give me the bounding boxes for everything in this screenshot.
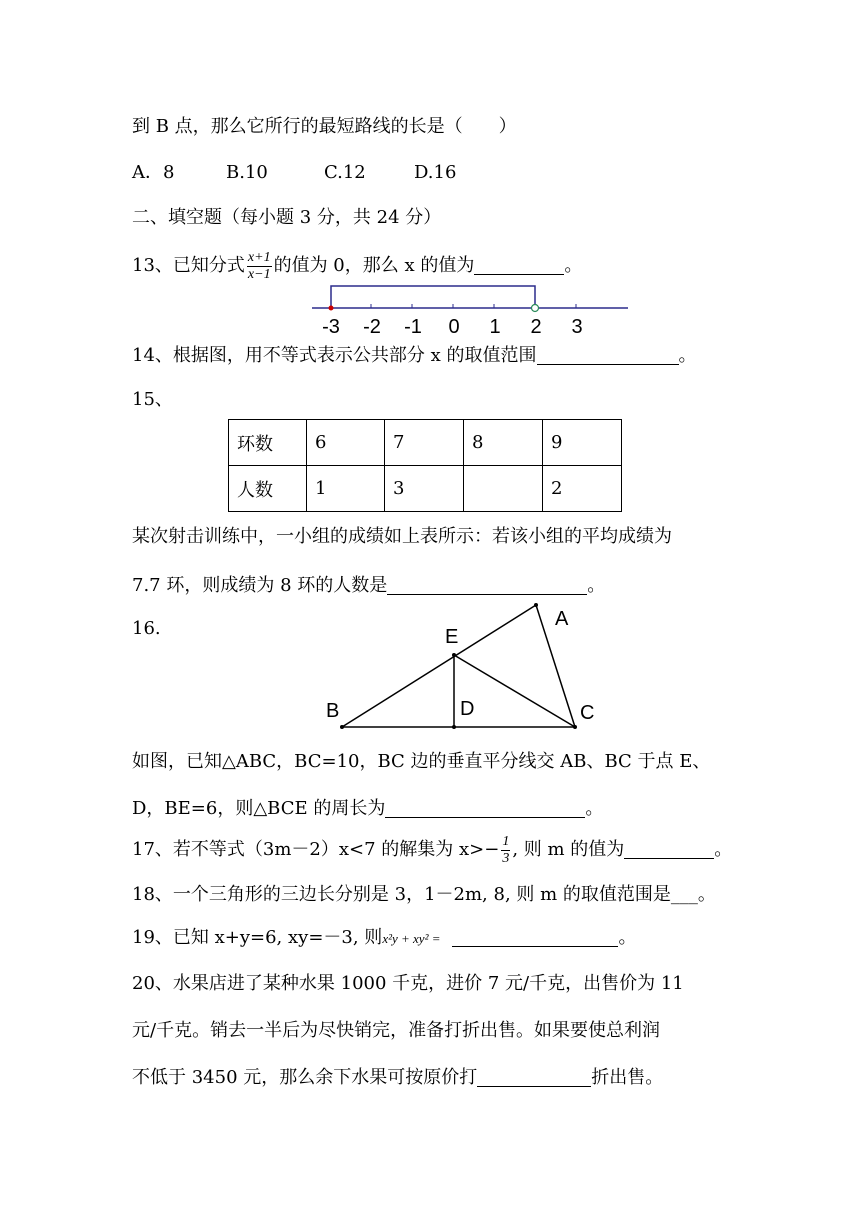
- q17-answer-blank[interactable]: [624, 838, 714, 859]
- q15-end: 。: [587, 575, 606, 596]
- option-b: B.10: [226, 162, 268, 183]
- point-label-d: D: [460, 698, 475, 720]
- point-label-b: B: [326, 700, 340, 722]
- tick-label: 3: [571, 316, 583, 338]
- table-cell: 环数: [229, 420, 307, 466]
- q16-label: 16.: [132, 618, 161, 639]
- table-cell: [464, 466, 543, 512]
- table-cell: 3: [385, 466, 464, 512]
- solid-point-neg3: [329, 306, 334, 311]
- q19-end: 。: [618, 927, 637, 948]
- table-cell: 2: [543, 466, 622, 512]
- triangle-figure: [320, 596, 610, 736]
- tick-label: -2: [363, 316, 381, 338]
- q20-line2: 元/千克。销去一半后为尽快销完，准备打折出售。如果要使总利润: [132, 1020, 661, 1041]
- table-row: [229, 466, 622, 512]
- table-cell: 1: [307, 466, 385, 512]
- q16-text: D，BE=6，则△BCE 的周长为: [132, 798, 386, 819]
- open-point-2: [532, 305, 539, 312]
- number-line-figure: [310, 280, 640, 340]
- section-heading: 二、填空题（每小题 3 分，共 24 分）: [132, 207, 442, 228]
- q15-line2: [132, 574, 605, 598]
- q14-text: 14、根据图，用不等式表示公共部分 x 的取值范围: [132, 345, 537, 366]
- q16-line1: 如图，已知△ABC，BC=10，BC 边的垂直平分线交 AB、BC 于点 E、: [132, 751, 711, 772]
- table-cell: 7: [385, 420, 464, 466]
- q14-end: 。: [678, 345, 697, 366]
- q17: [132, 830, 732, 870]
- table-row: [229, 420, 622, 466]
- q15-answer-blank[interactable]: [387, 574, 587, 595]
- q20-line3: [132, 1066, 663, 1090]
- table-cell: 9: [543, 420, 622, 466]
- table-cell: 6: [307, 420, 385, 466]
- q18: 18、一个三角形的三边长分别是 3，1－2m, 8, 则 m 的取值范围是___。: [132, 884, 716, 905]
- q14-answer-blank[interactable]: [537, 344, 679, 365]
- tick-label: 0: [448, 316, 460, 338]
- q20-suffix: 折出售。: [591, 1067, 664, 1088]
- segment-ba: [342, 605, 536, 727]
- q17-prefix: 17、若不等式（3m－2）x<7 的解集为 x>−: [132, 839, 500, 860]
- q13-end: 。: [564, 255, 583, 276]
- q15-label: 15、: [132, 389, 173, 410]
- q17-end: 。: [714, 839, 733, 860]
- tick-label: -1: [404, 316, 422, 338]
- q19-answer-blank[interactable]: [452, 926, 618, 947]
- q19-prefix: 19、已知 x+y=6, xy=－3, 则: [132, 927, 383, 948]
- q13-fraction-numerator: x+1: [247, 249, 271, 265]
- q16-answer-blank[interactable]: [385, 797, 585, 818]
- q20-text: 不低于 3450 元，那么余下水果可按原价打: [132, 1067, 478, 1088]
- q17-fraction-denominator: 3: [502, 850, 510, 866]
- q13-suffix: 的值为 0，那么 x 的值为: [273, 255, 475, 276]
- q13-answer-blank[interactable]: [474, 254, 564, 275]
- option-a: A．8: [132, 162, 175, 183]
- tick-label: 1: [489, 316, 501, 338]
- q20-line1: 20、水果店进了某种水果 1000 千克，进价 7 元/千克，出售价为 11: [132, 973, 684, 994]
- tick-label: -3: [322, 316, 340, 338]
- q16-line2: [132, 797, 603, 821]
- score-table: [228, 419, 622, 512]
- point-label-a: A: [555, 608, 569, 630]
- q19: [132, 926, 636, 951]
- q16-end: 。: [585, 798, 604, 819]
- common-part-bracket: [331, 286, 535, 308]
- point-label-e: E: [445, 626, 459, 648]
- q19-expression: x²y + xy² =: [382, 931, 441, 946]
- q17-fraction: [501, 834, 510, 867]
- q13-fraction: [247, 250, 272, 283]
- q12-text: 到 B 点，那么它所行的最短路线的长是（ ）: [132, 116, 517, 137]
- option-d: D.16: [414, 162, 457, 183]
- option-c: C.12: [324, 162, 366, 183]
- q15-line1: 某次射击训练中，一小组的成绩如上表所示：若该小组的平均成绩为: [132, 526, 672, 547]
- q17-fraction-numerator: 1: [502, 833, 510, 849]
- q14: [132, 344, 697, 368]
- q15-text: 7.7 环，则成绩为 8 环的人数是: [132, 575, 388, 596]
- q17-suffix: , 则 m 的值为: [512, 839, 625, 860]
- tick-label: 2: [530, 316, 542, 338]
- point-label-c: C: [580, 702, 595, 724]
- q13-fraction-denominator: x−1: [247, 266, 271, 282]
- q13-prefix: 13、已知分式: [132, 255, 245, 276]
- q12-options: [132, 161, 456, 185]
- q20-answer-blank[interactable]: [477, 1066, 591, 1087]
- table-cell: 8: [464, 420, 543, 466]
- table-cell: 人数: [229, 466, 307, 512]
